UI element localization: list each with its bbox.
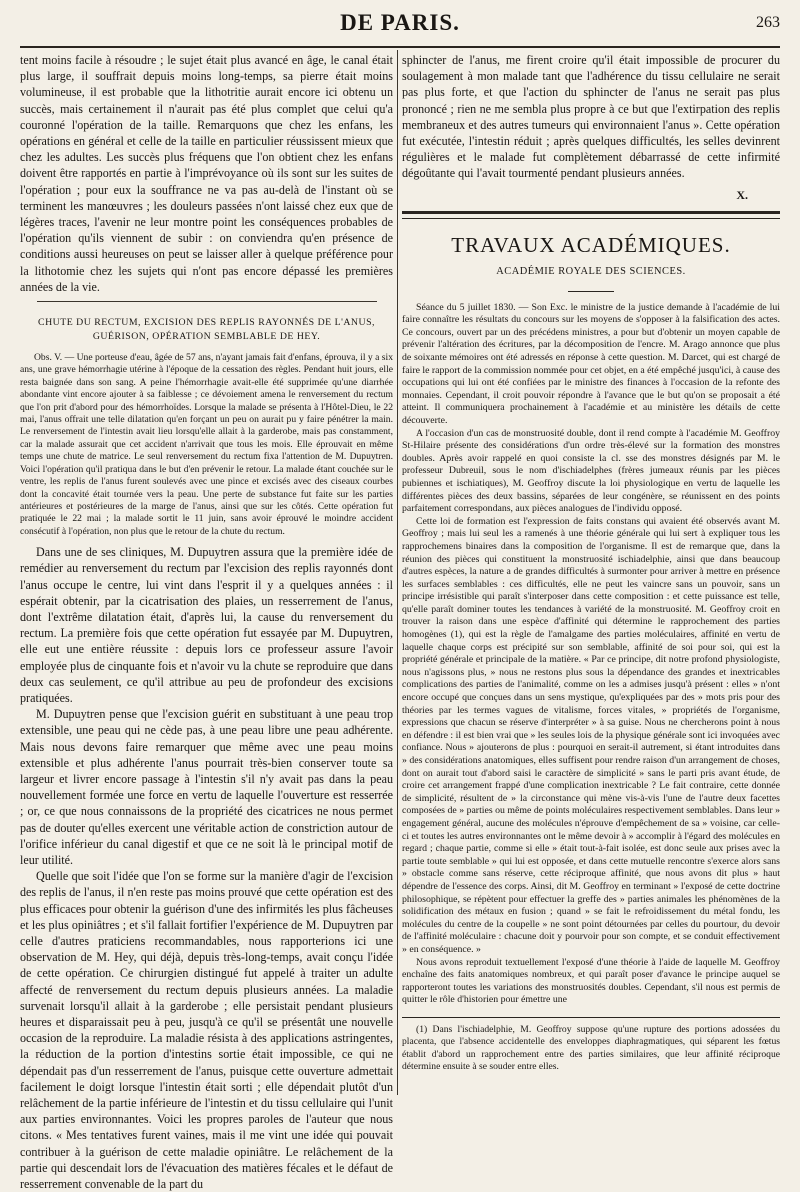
section-title: TRAVAUX ACADÉMIQUES. <box>451 232 731 257</box>
geoffroy-paragraph: A l'occasion d'un cas de monstruosité double, dont il rend compte à l'académie M. Geoffroy St-Hilaire présente des considérations d'un ordre très-élevé sur la formation des monstres doubles. Après avoir rappelé en quoi consiste la cl. sse des monstres désignés par M. le professeur Dubreuil, sous le nom d'ischiadelphes (frères jumeaux réunis par les pièces pubiennes et ischiatiques), M. Geoffroy discute la loi physiologique en vertu de laquelle les différentes pièces des deux bassins, séparées de leur congénère, se réunissent en des points parfaitement correspondans, aux pièces analogues de l'individu opposé. <box>402 427 780 515</box>
masthead: DE PARIS. <box>340 10 460 35</box>
thick-rule <box>402 211 780 214</box>
section-rule <box>37 301 377 302</box>
academy-rule <box>568 291 614 292</box>
session-paragraph: Séance du 5 juillet 1830. — Son Exc. le ministre de la justice demande à l'académie de lui faire connaître les résultats du concours sur les moyens de s'opposer à la falsification des actes. Ce concours, ouvert par un des précédens ministres, a pour but d'obtenir un moyen capable de prévenir l'altération des écritures, par la décomposition de l'encre. M. Arago annonce que plus de soixante mémoires ont été adressés en réponse à cette question. M. Darcet, qui est chargé de faire le rapport de la commission nommée pour cet objet, en a été empêché jusqu'ici, à cause des occupations qui lui ont été confiées par le ministre des finances à l'occasion de la refonte des monnaies. Cependant, il croit pouvoir répondre à l'avance que le but qu'on se proposait a été atteint. Il communiquera prochainement à l'académie et au ministère les détails de cette découverte. <box>402 301 780 426</box>
page-header <box>0 10 800 42</box>
column-divider <box>397 50 398 1095</box>
thin-rule <box>402 218 780 219</box>
hey-paragraph: Quelle que soit l'idée que l'on se forme sur la manière d'agir de l'excision des replis de l'anus, il n'en reste pas moins prouvé que cette opération est des plus efficaces pour obtenir la guérison d'une des infirmités les plus fâcheuses et les plus opiniâtres ; et s'il fallait fortifier l'expérience de M. Dupuytren par celle d'autres praticiens recommandables, nous rapporterions ici une observation de M. Hey, qui déjà, depuis très-long-temps, avait conçu l'idée de cette opération. Ce chirurgien distingué fut appelé à traiter un adulte affecté de renversement du rectum depuis plusieurs années. La maladie survenait lorsqu'il allait à la garderobe ; elle persistait pendant plusieurs heures et disparaissait peu à peu, jusqu'à ce qu'il se présentât une nouvelle occasion de la reproduire. La maladie résista à des applications astringentes, la réduction de la portion d'intestins sortie était impossible, ce qui ne dépendait pas d'un resserrement de l'anus, puisque cette ouverture admettait facilement le doigt lorsque l'intestin était sorti ; elle dépendait plutôt d'un relâchement de la partie inférieure de l'intestin et du tissu cellulaire qui l'unit aux parties environnantes. Voici les propres paroles de l'auteur que nous citons. « Mes tentatives furent vaines, mais il me vint une idée qui pouvait contribuer à la guérison de cette maladie opiniâtre. Le relâchement de la partie qui descendait lors de l'évacuation des matières fécales et le défaut de resserrement convenable de la part du <box>20 869 393 1192</box>
footnote: (1) Dans l'ischiadelphie, M. Geoffroy suppose qu'une rupture des portions adossées du placenta, que l'absence accidentelle des enveloppes diaphragmatiques, qui séparent les fœtus établit d'abord un rapprochement entre des parties similaires, que leur affinité réciproque détermine ensuite à se souder entre elles. <box>402 1023 780 1073</box>
academy-heading: ACADÉMIE ROYALE DES SCIENCES. <box>496 265 686 277</box>
excision-paragraph: M. Dupuytren pense que l'excision guérit en substituant à une peau trop extensible, une peau qui ne cède pas, à une peau libre une peau adhérente. Mais nous devons faire remarquer que même avec une peau moins extensible et plus adhérente l'anus pourrait très-bien conserver toute sa largeur et livrer encore passage à l'intestin s'il n'y avait pas dans la peau nouvellement formée une force en vertu de laquelle l'ouverture est resserrée ; or, ce que nous connaissons de la propriété des cicatrices ne nous permet pas de douter qu'elles exercent une véritable action de constriction autour de l'orifice inférieur du canal digestif et que ce ne soit là le principal motif de leur utilité. <box>20 707 393 867</box>
lithotomy-paragraph: tent moins facile à résoudre ; le sujet était plus avancé en âge, le canal était plus large, il souffrait depuis moins long-temps, sa pierre était moins volumineuse, il est probable que la lithotritie aurait encore ici obtenu un succès, mais certainement il n'aurait pas été plus complet que celui qu'a couronné l'opération de la taille. Remarquons que chez les enfans, les opérations en général et celle de la taille en particulier réussissent mieux que chez les adultes. Les succès plus fréquens que l'on obtient chez les enfans doivent être rapportés en partie à l'imprévoyance où ils sont sur les suites de l'opération ; pour eux la souffrance ne va pas au-delà de l'instant où se terminent les manœuvres ; les douleurs passées n'ont laissé chez eux que de légères traces, l'avenir ne leur montre point les conséquences probables de l'opération qu'ils viennent de subir : on conviendra qu'en présence de conditions aussi heureuses on peut se laisser aller à quelque préférence pour la lithotomie chez les sujets qui n'ont pas encore dépassé les premières années de la vie. <box>20 53 393 294</box>
case-heading: CHUTE DU RECTUM, EXCISION DES REPLIS RAYONNÉS DE L'ANUS, GUÉRISON, OPÉRATION SEMBLABLE DE HEY. <box>38 317 375 343</box>
footnote-rule <box>402 1017 780 1018</box>
dupuytren-paragraph: Dans une de ses cliniques, M. Dupuytren assura que la première idée de remédier au renversement du rectum par l'excision des replis rayonnés dont l'anus occupe le centre, lui vint dans l'esprit il y a quelques années : il espérait obtenir, par la cicatrisation des plaies, un resserrement de l'anus, dont l'extrême dilatation était, d'après lui, la cause du renversement du rectum. La première fois que cette opération fut essayée par M. Dupuytren, elle eut une entière réussite : depuis lors ce professeur assure l'avoir employée plus de cinquante fois et n'avoir vu la chute se reproduire que dans deux cas seulement, ce qu'il attribue au peu de profondeur des excisions pratiquées. <box>20 545 393 705</box>
conclusion-paragraph: Nous avons reproduit textuellement l'exposé d'une théorie à l'aide de laquelle M. Geoffroy enchaîne des faits anatomiques nombreux, et qui paraît poser d'avance le principe auquel se rapporteront toutes les variations des monstruosités doubles. Cependant, s'il nous est permis de quitter le rôle d'historien pour émettre une <box>402 956 780 1006</box>
right-column <box>402 52 780 1092</box>
header-rule <box>20 46 780 48</box>
hey-quote-end: sphincter de l'anus, me firent croire qu'il était impossible de procurer du soulagement à mon malade tant que l'adhérence du tissu cellulaire ne serait pas plus forte, et que l'action du sphincter de l'anus ne serait pas plus prononcé ; rien ne me sembla plus propre à ce but que l'extirpation des replis membraneux et des autres tumeurs qui environnaient l'anus ». Cette opération fut exécutée, l'intestin réduit ; après quelques difficultés, les selles devinrent régulières et le malade fut complètement débarrassé de cette infirmité dégoûtante qui l'avait tourmenté pendant plusieurs années. <box>402 53 780 181</box>
left-column <box>20 52 393 1192</box>
page-number: 263 <box>756 14 780 31</box>
observation-v: Obs. V. — Une porteuse d'eau, âgée de 57 ans, n'ayant jamais fait d'enfans, éprouva, il y a six ans, une grave hémorrhagie utérine à l'époque de la cessation des règles. Pendant huit jours, elle resta baignée dans son sang. A peine l'hémorrhagie avait-elle été supprimée qu'une diarrhée abondante vint encore ajouter à sa faiblesse ; ce dévoiement amena le renversement du rectum que l'on prit d'abord pour des hémorrhoïdes. Lorsque la malade se présenta à l'Hôtel-Dieu, le 22 mai, l'anus offrait une telle dilatation qu'en forçant un peu on aurait pu y faire pénétrer la main. Le renversement de l'intestin avait lieu lorsqu'elle allait à la garderobe, mais pas constamment, car la malade assurait que cet accident n'arrivait que tous les mois. Elle éprouvait en même temps une chute de matrice. Le seul renversement du rectum fixa l'attention de M. Dupuytren. Voici l'opération qu'il pratiqua dans le but d'en prévenir le retour. La malade étant couchée sur le ventre, les replis de l'anus furent soulevés avec une pince et excisés avec des ciseaux courbes dont la concavité était tournée vers la peau. Une perte de substance fut faite sur les parties antérieures et postérieures de la marge de l'anus, ainsi que sur les côtés. Cette opération fut pratiquée le 22 mai ; la malade sortit le 11 juin, sans avoir éprouvé le moindre accident consécutif à l'opération, non plus que le retour de la chute du rectum. <box>20 352 393 537</box>
affinity-paragraph: Cette loi de formation est l'expression de faits constans qui avaient été observés avant M. Geoffroy ; mais lui seul les a ramenés à une théorie générale qui lui sert à expliquer tous les rapprochemens binaires dans la composition de l'organisme. Il est de remarque que, dans la réunion des pièces qui constituent la monstruosité ischiadelphie, ainsi que dans beaucoup d'autres espèces, la nature a de grandes difficultés à surmonter pour arriver à mettre en présence les surfaces semblables : ces difficultés, elle ne peut les vaincre sans un pouvoir, sans un principe irrésistible qui paraît s'interposer dans cette composition : et cette puissance est telle, qu'elle paraît dominer toutes les tendances à variété de la monstruosité. M. Geoffroy croit en trouver la raison dans une espèce d'affinité qui détermine le rapprochement des parties homogènes (1), qui est la règle de l'amalgame des parties moléculaires, affinité en vertu de laquelle chaque corps est précipité sur son semblable, affinité de soi pour soi, qui est la propriété générale et principale de la matière. « Par ce principe, dit notre profond physiologiste, nous n'agissons plus, » nous ne restons plus sous la dépendance des grandes et inextricables complications des parties de l'animalité, comme on les a admises jusqu'à présent : elles » n'ont encore occupé que conçues dans un sens mystique, qu'expliquées par des » mots pris pour des théories par les termes vagues de vitalisme, forces vitales, » propriétés de l'organisme, expressions que chacun se réserve d'interpréter » à sa guise. Nous ne chercherons point à nous en défendre : il est bien vrai que » les seules lois de la physique générale sont ici invoquées avec confiance. Nous » ajouterons de plus : pourquoi en serait-il autrement, si étant introduites dans » des considérations anatomiques, elles suffisent pour rendre raison d'un arrangement de choses, dont on aurait tout d'abord saisi le caractère de simplicité » sans le parti pris avant étude, de croire cet arrangement frappé d'une complication inextricable ? Le fait contraire, cette donnée de simplicité, résultent de » la circonstance qui mène vis-à-vis l'une de l'autre deux facettes composées de » parties ou même de points moléculaires respectivement semblables. Dans leur » engagement général, aucune des molécules n'éprouve d'empêchement de sa » voisine, car celle-ci et toutes les autres environnantes ont le même devoir à » accomplir à l'égard des molécules en regard ; chaque partie, comme si elle » était tout-à-fait isolée, est donc seule aux prises avec la partie toute semblable » qui lui est opposée, et dans cette mutuelle rencontre s'exerce alors sans » obstacle comme sans réserve, cette réciproque affinité, que nous avons dit plus » haut dépendre de l'essence des corps. Ainsi, dit M. Geoffroy en terminant » l'exposé de cette doctrine philosophique, se répètent pour effectuer la greffe des » parties animales les phénomènes de la solidification des métaux en fusion ; quand » se fait le refroidissement du métal fondu, les molécules du centre de la coupelle » ne sont point détournées par celles du pourtour, du devoir de l'affinité moléculaire : chacune doit y pourvoir pour son compte, et se conduit effectivement » en conséquence. » <box>402 515 780 955</box>
author-signoff: X. <box>736 187 748 202</box>
